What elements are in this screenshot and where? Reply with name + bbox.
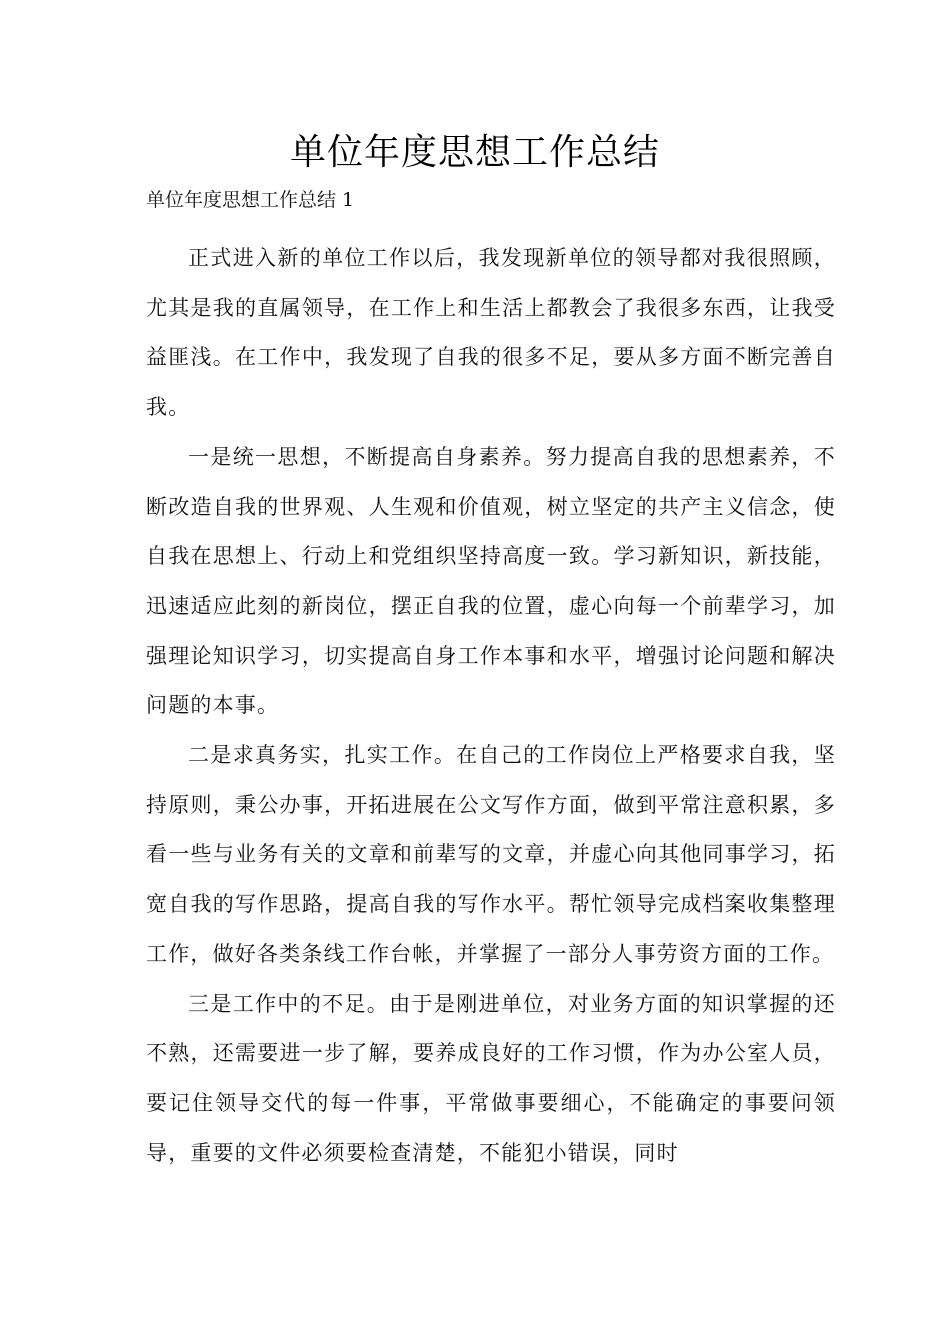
paragraph-intro: 正式进入新的单位工作以后，我发现新单位的领导都对我很照顾，尤其是我的直属领导，在工作上和生活上都教会了我很多东西，让我受益匪浅。在工作中，我发现了自我的很多不足，要从多方面不断完善自我。: [146, 246, 836, 420]
paragraph-point-two: 二是求真务实，扎实工作。在自己的工作岗位上严格要求自我，坚持原则，秉公办事，开拓进展在公文写作方面，做到平常注意积累，多看一些与业务有关的文章和前辈写的文章，并虚心向其他同事学习，拓宽自我的写作思路，提高自我的写作水平。帮忙领导完成档案收集整理工作，做好各类条线工作台帐，并掌握了一部分人事劳资方面的工作。: [146, 743, 836, 966]
paragraph-point-one: 一是统一思想，不断提高自身素养。努力提高自我的思想素养，不断改造自我的世界观、人生观和价值观，树立坚定的共产主义信念，使自我在思想上、行动上和党组织坚持高度一致。学习新知识，新技能，迅速适应此刻的新岗位，摆正自我的位置，虚心向每一个前辈学习，加强理论知识学习，切实提高自身工作本事和水平，增强讨论问题和解决问题的本事。: [146, 444, 836, 718]
document-subtitle: 单位年度思想工作总结 1: [146, 189, 355, 211]
paragraph-point-three: 三是工作中的不足。由于是刚进单位，对业务方面的知识掌握的还不熟，还需要进一步了解，要养成良好的工作习惯，作为办公室人员，要记住领导交代的每一件事，平常做事要细心，不能确定的事要问领导，重要的文件必须要检查清楚，不能犯小错误，同时: [146, 991, 836, 1165]
document-body: [146, 234, 836, 1178]
document-title: 单位年度思想工作总结: [289, 132, 660, 173]
